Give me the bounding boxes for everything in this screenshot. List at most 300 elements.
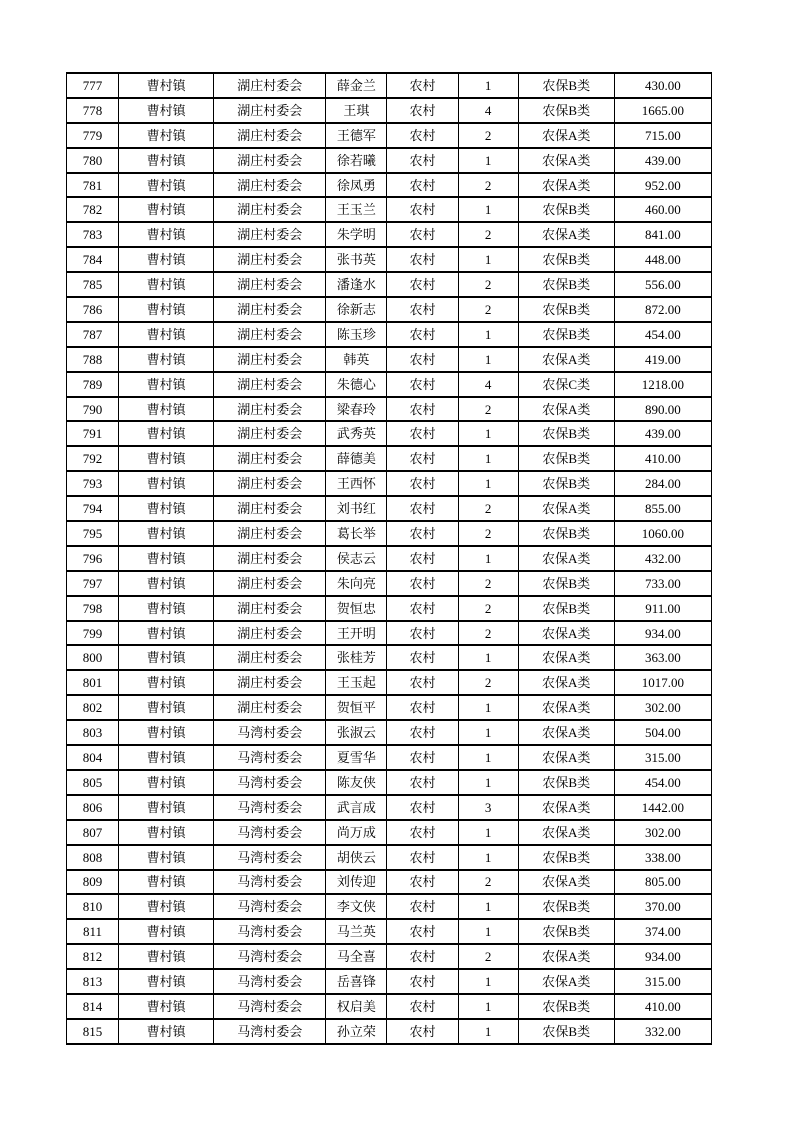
cell-person-count: 1 — [458, 347, 518, 372]
cell-household-type: 农村 — [387, 820, 458, 845]
cell-seq: 778 — [67, 98, 119, 123]
cell-household-type: 农村 — [387, 621, 458, 646]
cell-person-count: 2 — [458, 596, 518, 621]
cell-person-name: 张书英 — [326, 247, 387, 272]
cell-amount: 419.00 — [614, 347, 711, 372]
cell-village: 湖庄村委会 — [214, 297, 326, 322]
table-row — [67, 397, 712, 422]
cell-person-count: 2 — [458, 123, 518, 148]
cell-person-name: 徐若曦 — [326, 148, 387, 173]
cell-household-type: 农村 — [387, 596, 458, 621]
cell-town: 曹村镇 — [119, 272, 214, 297]
cell-person-count: 2 — [458, 222, 518, 247]
cell-person-count: 1 — [458, 894, 518, 919]
cell-amount: 934.00 — [614, 944, 711, 969]
table-row — [67, 670, 712, 695]
cell-village: 马湾村委会 — [214, 894, 326, 919]
cell-village: 湖庄村委会 — [214, 173, 326, 198]
cell-town: 曹村镇 — [119, 720, 214, 745]
cell-seq: 779 — [67, 123, 119, 148]
cell-household-type: 农村 — [387, 471, 458, 496]
table-row — [67, 73, 712, 98]
cell-town: 曹村镇 — [119, 994, 214, 1019]
cell-insurance-category: 农保A类 — [518, 870, 614, 895]
cell-town: 曹村镇 — [119, 297, 214, 322]
cell-insurance-category: 农保A类 — [518, 695, 614, 720]
cell-village: 湖庄村委会 — [214, 148, 326, 173]
cell-person-count: 3 — [458, 795, 518, 820]
cell-household-type: 农村 — [387, 297, 458, 322]
cell-person-count: 1 — [458, 247, 518, 272]
cell-seq: 784 — [67, 247, 119, 272]
cell-person-count: 2 — [458, 397, 518, 422]
cell-town: 曹村镇 — [119, 496, 214, 521]
cell-amount: 890.00 — [614, 397, 711, 422]
cell-person-count: 2 — [458, 173, 518, 198]
cell-amount: 1442.00 — [614, 795, 711, 820]
cell-town: 曹村镇 — [119, 173, 214, 198]
cell-seq: 814 — [67, 994, 119, 1019]
cell-seq: 781 — [67, 173, 119, 198]
cell-household-type: 农村 — [387, 197, 458, 222]
table-row — [67, 446, 712, 471]
cell-household-type: 农村 — [387, 173, 458, 198]
cell-amount: 315.00 — [614, 969, 711, 994]
cell-person-name: 陈玉珍 — [326, 322, 387, 347]
cell-town: 曹村镇 — [119, 670, 214, 695]
cell-insurance-category: 农保B类 — [518, 571, 614, 596]
table-row — [67, 222, 712, 247]
cell-insurance-category: 农保A类 — [518, 795, 614, 820]
cell-amount: 855.00 — [614, 496, 711, 521]
cell-person-name: 王玉起 — [326, 670, 387, 695]
cell-town: 曹村镇 — [119, 421, 214, 446]
cell-amount: 733.00 — [614, 571, 711, 596]
cell-person-count: 1 — [458, 546, 518, 571]
cell-household-type: 农村 — [387, 645, 458, 670]
cell-amount: 556.00 — [614, 272, 711, 297]
cell-amount: 370.00 — [614, 894, 711, 919]
table-row — [67, 421, 712, 446]
cell-town: 曹村镇 — [119, 596, 214, 621]
cell-village: 湖庄村委会 — [214, 347, 326, 372]
cell-seq: 786 — [67, 297, 119, 322]
cell-household-type: 农村 — [387, 894, 458, 919]
cell-town: 曹村镇 — [119, 820, 214, 845]
cell-person-name: 权启美 — [326, 994, 387, 1019]
cell-insurance-category: 农保B类 — [518, 297, 614, 322]
cell-household-type: 农村 — [387, 695, 458, 720]
cell-town: 曹村镇 — [119, 621, 214, 646]
cell-insurance-category: 农保B类 — [518, 73, 614, 98]
cell-household-type: 农村 — [387, 123, 458, 148]
cell-household-type: 农村 — [387, 670, 458, 695]
cell-amount: 1060.00 — [614, 521, 711, 546]
cell-village: 马湾村委会 — [214, 1019, 326, 1044]
cell-person-name: 王德军 — [326, 123, 387, 148]
cell-seq: 806 — [67, 795, 119, 820]
cell-amount: 439.00 — [614, 148, 711, 173]
cell-household-type: 农村 — [387, 322, 458, 347]
cell-amount: 410.00 — [614, 446, 711, 471]
table-row — [67, 720, 712, 745]
cell-insurance-category: 农保B类 — [518, 421, 614, 446]
cell-town: 曹村镇 — [119, 894, 214, 919]
cell-insurance-category: 农保B类 — [518, 471, 614, 496]
cell-person-name: 朱德心 — [326, 372, 387, 397]
cell-town: 曹村镇 — [119, 521, 214, 546]
cell-person-name: 刘传迎 — [326, 870, 387, 895]
cell-person-count: 2 — [458, 571, 518, 596]
cell-insurance-category: 农保B类 — [518, 197, 614, 222]
cell-insurance-category: 农保A类 — [518, 621, 614, 646]
cell-person-name: 薛德美 — [326, 446, 387, 471]
cell-person-count: 1 — [458, 820, 518, 845]
cell-person-count: 1 — [458, 471, 518, 496]
cell-person-count: 1 — [458, 845, 518, 870]
cell-insurance-category: 农保A类 — [518, 123, 614, 148]
cell-person-name: 尚万成 — [326, 820, 387, 845]
table-row — [67, 870, 712, 895]
cell-insurance-category: 农保A类 — [518, 148, 614, 173]
cell-person-count: 2 — [458, 621, 518, 646]
cell-village: 湖庄村委会 — [214, 496, 326, 521]
cell-village: 湖庄村委会 — [214, 596, 326, 621]
cell-town: 曹村镇 — [119, 944, 214, 969]
table-row — [67, 496, 712, 521]
cell-village: 马湾村委会 — [214, 845, 326, 870]
cell-town: 曹村镇 — [119, 148, 214, 173]
table-row — [67, 471, 712, 496]
cell-village: 湖庄村委会 — [214, 695, 326, 720]
cell-village: 湖庄村委会 — [214, 73, 326, 98]
cell-person-name: 葛长举 — [326, 521, 387, 546]
cell-amount: 363.00 — [614, 645, 711, 670]
cell-town: 曹村镇 — [119, 197, 214, 222]
cell-person-name: 王玉兰 — [326, 197, 387, 222]
cell-seq: 802 — [67, 695, 119, 720]
cell-town: 曹村镇 — [119, 770, 214, 795]
cell-village: 湖庄村委会 — [214, 421, 326, 446]
cell-person-count: 2 — [458, 670, 518, 695]
cell-village: 马湾村委会 — [214, 870, 326, 895]
cell-household-type: 农村 — [387, 720, 458, 745]
cell-person-name: 李文侠 — [326, 894, 387, 919]
cell-amount: 504.00 — [614, 720, 711, 745]
cell-insurance-category: 农保B类 — [518, 98, 614, 123]
cell-village: 湖庄村委会 — [214, 322, 326, 347]
cell-person-name: 潘逢水 — [326, 272, 387, 297]
cell-seq: 804 — [67, 745, 119, 770]
cell-person-name: 侯志云 — [326, 546, 387, 571]
cell-village: 湖庄村委会 — [214, 446, 326, 471]
cell-seq: 815 — [67, 1019, 119, 1044]
cell-town: 曹村镇 — [119, 546, 214, 571]
pension-roster-table — [66, 72, 712, 1045]
table-row — [67, 173, 712, 198]
cell-town: 曹村镇 — [119, 397, 214, 422]
cell-seq: 800 — [67, 645, 119, 670]
table-row — [67, 347, 712, 372]
cell-amount: 284.00 — [614, 471, 711, 496]
cell-person-count: 1 — [458, 73, 518, 98]
table-row — [67, 944, 712, 969]
cell-person-name: 王琪 — [326, 98, 387, 123]
cell-person-name: 武秀英 — [326, 421, 387, 446]
cell-seq: 810 — [67, 894, 119, 919]
cell-village: 马湾村委会 — [214, 720, 326, 745]
cell-village: 湖庄村委会 — [214, 247, 326, 272]
cell-person-name: 夏雪华 — [326, 745, 387, 770]
cell-village: 湖庄村委会 — [214, 397, 326, 422]
table-row — [67, 297, 712, 322]
cell-town: 曹村镇 — [119, 123, 214, 148]
cell-insurance-category: 农保B类 — [518, 845, 614, 870]
cell-seq: 807 — [67, 820, 119, 845]
cell-insurance-category: 农保B类 — [518, 919, 614, 944]
cell-person-name: 胡侠云 — [326, 845, 387, 870]
cell-person-count: 2 — [458, 521, 518, 546]
cell-town: 曹村镇 — [119, 322, 214, 347]
cell-person-name: 马全喜 — [326, 944, 387, 969]
cell-amount: 911.00 — [614, 596, 711, 621]
cell-seq: 808 — [67, 845, 119, 870]
cell-person-name: 王开明 — [326, 621, 387, 646]
cell-person-count: 1 — [458, 421, 518, 446]
cell-person-count: 2 — [458, 297, 518, 322]
table-row — [67, 994, 712, 1019]
cell-seq: 796 — [67, 546, 119, 571]
cell-person-name: 朱向亮 — [326, 571, 387, 596]
table-row — [67, 645, 712, 670]
cell-amount: 1665.00 — [614, 98, 711, 123]
cell-village: 马湾村委会 — [214, 919, 326, 944]
cell-insurance-category: 农保B类 — [518, 596, 614, 621]
cell-person-count: 1 — [458, 745, 518, 770]
cell-person-name: 张桂芳 — [326, 645, 387, 670]
cell-household-type: 农村 — [387, 148, 458, 173]
cell-village: 湖庄村委会 — [214, 670, 326, 695]
cell-person-name: 朱学明 — [326, 222, 387, 247]
cell-town: 曹村镇 — [119, 795, 214, 820]
cell-town: 曹村镇 — [119, 347, 214, 372]
cell-amount: 1218.00 — [614, 372, 711, 397]
cell-insurance-category: 农保A类 — [518, 670, 614, 695]
cell-village: 湖庄村委会 — [214, 645, 326, 670]
cell-village: 湖庄村委会 — [214, 546, 326, 571]
cell-person-count: 1 — [458, 446, 518, 471]
cell-person-count: 4 — [458, 372, 518, 397]
cell-village: 湖庄村委会 — [214, 222, 326, 247]
cell-village: 马湾村委会 — [214, 820, 326, 845]
cell-insurance-category: 农保B类 — [518, 1019, 614, 1044]
cell-town: 曹村镇 — [119, 571, 214, 596]
cell-household-type: 农村 — [387, 421, 458, 446]
cell-amount: 454.00 — [614, 322, 711, 347]
cell-person-count: 1 — [458, 994, 518, 1019]
cell-person-name: 薛金兰 — [326, 73, 387, 98]
cell-household-type: 农村 — [387, 372, 458, 397]
cell-amount: 1017.00 — [614, 670, 711, 695]
cell-household-type: 农村 — [387, 397, 458, 422]
cell-seq: 811 — [67, 919, 119, 944]
cell-insurance-category: 农保A类 — [518, 969, 614, 994]
cell-insurance-category: 农保B类 — [518, 322, 614, 347]
cell-amount: 454.00 — [614, 770, 711, 795]
table-row — [67, 571, 712, 596]
cell-seq: 813 — [67, 969, 119, 994]
cell-seq: 809 — [67, 870, 119, 895]
cell-person-count: 2 — [458, 496, 518, 521]
cell-amount: 430.00 — [614, 73, 711, 98]
cell-household-type: 农村 — [387, 247, 458, 272]
cell-person-name: 贺恒忠 — [326, 596, 387, 621]
table-row — [67, 795, 712, 820]
cell-seq: 782 — [67, 197, 119, 222]
cell-person-name: 徐凤勇 — [326, 173, 387, 198]
cell-person-count: 1 — [458, 695, 518, 720]
cell-insurance-category: 农保B类 — [518, 994, 614, 1019]
cell-person-name: 徐新志 — [326, 297, 387, 322]
cell-person-name: 马兰英 — [326, 919, 387, 944]
cell-person-name: 刘书红 — [326, 496, 387, 521]
cell-person-name: 张淑云 — [326, 720, 387, 745]
cell-seq: 798 — [67, 596, 119, 621]
table-row — [67, 98, 712, 123]
cell-person-count: 1 — [458, 322, 518, 347]
cell-person-count: 1 — [458, 969, 518, 994]
table-row — [67, 123, 712, 148]
table-row — [67, 372, 712, 397]
cell-household-type: 农村 — [387, 795, 458, 820]
cell-amount: 439.00 — [614, 421, 711, 446]
cell-town: 曹村镇 — [119, 845, 214, 870]
cell-town: 曹村镇 — [119, 919, 214, 944]
cell-seq: 780 — [67, 148, 119, 173]
cell-household-type: 农村 — [387, 994, 458, 1019]
cell-insurance-category: 农保A类 — [518, 745, 614, 770]
cell-seq: 790 — [67, 397, 119, 422]
cell-household-type: 农村 — [387, 446, 458, 471]
cell-village: 马湾村委会 — [214, 969, 326, 994]
cell-person-count: 4 — [458, 98, 518, 123]
cell-seq: 793 — [67, 471, 119, 496]
cell-insurance-category: 农保A类 — [518, 820, 614, 845]
cell-seq: 805 — [67, 770, 119, 795]
cell-person-count: 1 — [458, 919, 518, 944]
table-row — [67, 247, 712, 272]
cell-insurance-category: 农保B类 — [518, 247, 614, 272]
table-row — [67, 919, 712, 944]
cell-household-type: 农村 — [387, 73, 458, 98]
table-row — [67, 621, 712, 646]
cell-seq: 797 — [67, 571, 119, 596]
table-row — [67, 969, 712, 994]
cell-person-count: 1 — [458, 770, 518, 795]
cell-village: 马湾村委会 — [214, 795, 326, 820]
cell-person-name: 岳喜锋 — [326, 969, 387, 994]
cell-insurance-category: 农保A类 — [518, 496, 614, 521]
cell-household-type: 农村 — [387, 222, 458, 247]
cell-insurance-category: 农保A类 — [518, 546, 614, 571]
cell-insurance-category: 农保A类 — [518, 645, 614, 670]
cell-insurance-category: 农保B类 — [518, 521, 614, 546]
cell-amount: 332.00 — [614, 1019, 711, 1044]
cell-town: 曹村镇 — [119, 969, 214, 994]
cell-town: 曹村镇 — [119, 222, 214, 247]
cell-seq: 794 — [67, 496, 119, 521]
table-row — [67, 148, 712, 173]
cell-amount: 715.00 — [614, 123, 711, 148]
cell-person-count: 2 — [458, 944, 518, 969]
table-row — [67, 695, 712, 720]
table-row — [67, 322, 712, 347]
cell-seq: 791 — [67, 421, 119, 446]
cell-village: 湖庄村委会 — [214, 123, 326, 148]
cell-person-name: 王西怀 — [326, 471, 387, 496]
cell-insurance-category: 农保A类 — [518, 222, 614, 247]
cell-village: 湖庄村委会 — [214, 372, 326, 397]
cell-household-type: 农村 — [387, 496, 458, 521]
cell-village: 湖庄村委会 — [214, 621, 326, 646]
cell-household-type: 农村 — [387, 546, 458, 571]
cell-person-name: 武言成 — [326, 795, 387, 820]
cell-seq: 803 — [67, 720, 119, 745]
cell-seq: 795 — [67, 521, 119, 546]
cell-seq: 801 — [67, 670, 119, 695]
table-row — [67, 521, 712, 546]
cell-insurance-category: 农保C类 — [518, 372, 614, 397]
cell-village: 湖庄村委会 — [214, 571, 326, 596]
cell-village: 马湾村委会 — [214, 770, 326, 795]
cell-household-type: 农村 — [387, 919, 458, 944]
cell-village: 湖庄村委会 — [214, 98, 326, 123]
cell-town: 曹村镇 — [119, 1019, 214, 1044]
cell-insurance-category: 农保B类 — [518, 446, 614, 471]
cell-amount: 410.00 — [614, 994, 711, 1019]
cell-amount: 432.00 — [614, 546, 711, 571]
cell-amount: 302.00 — [614, 695, 711, 720]
cell-household-type: 农村 — [387, 571, 458, 596]
cell-household-type: 农村 — [387, 845, 458, 870]
cell-seq: 787 — [67, 322, 119, 347]
cell-household-type: 农村 — [387, 1019, 458, 1044]
cell-person-name: 孙立荣 — [326, 1019, 387, 1044]
cell-insurance-category: 农保B类 — [518, 770, 614, 795]
cell-town: 曹村镇 — [119, 695, 214, 720]
cell-person-name: 梁春玲 — [326, 397, 387, 422]
cell-village: 湖庄村委会 — [214, 521, 326, 546]
cell-insurance-category: 农保A类 — [518, 173, 614, 198]
table-row — [67, 820, 712, 845]
cell-person-name: 贺恒平 — [326, 695, 387, 720]
cell-person-count: 2 — [458, 870, 518, 895]
cell-household-type: 农村 — [387, 969, 458, 994]
cell-amount: 302.00 — [614, 820, 711, 845]
cell-person-count: 2 — [458, 272, 518, 297]
cell-town: 曹村镇 — [119, 645, 214, 670]
cell-insurance-category: 农保A类 — [518, 720, 614, 745]
cell-village: 马湾村委会 — [214, 994, 326, 1019]
cell-seq: 777 — [67, 73, 119, 98]
cell-seq: 789 — [67, 372, 119, 397]
cell-town: 曹村镇 — [119, 98, 214, 123]
cell-person-name: 陈友侠 — [326, 770, 387, 795]
cell-person-count: 1 — [458, 720, 518, 745]
cell-village: 马湾村委会 — [214, 745, 326, 770]
cell-seq: 792 — [67, 446, 119, 471]
cell-amount: 934.00 — [614, 621, 711, 646]
